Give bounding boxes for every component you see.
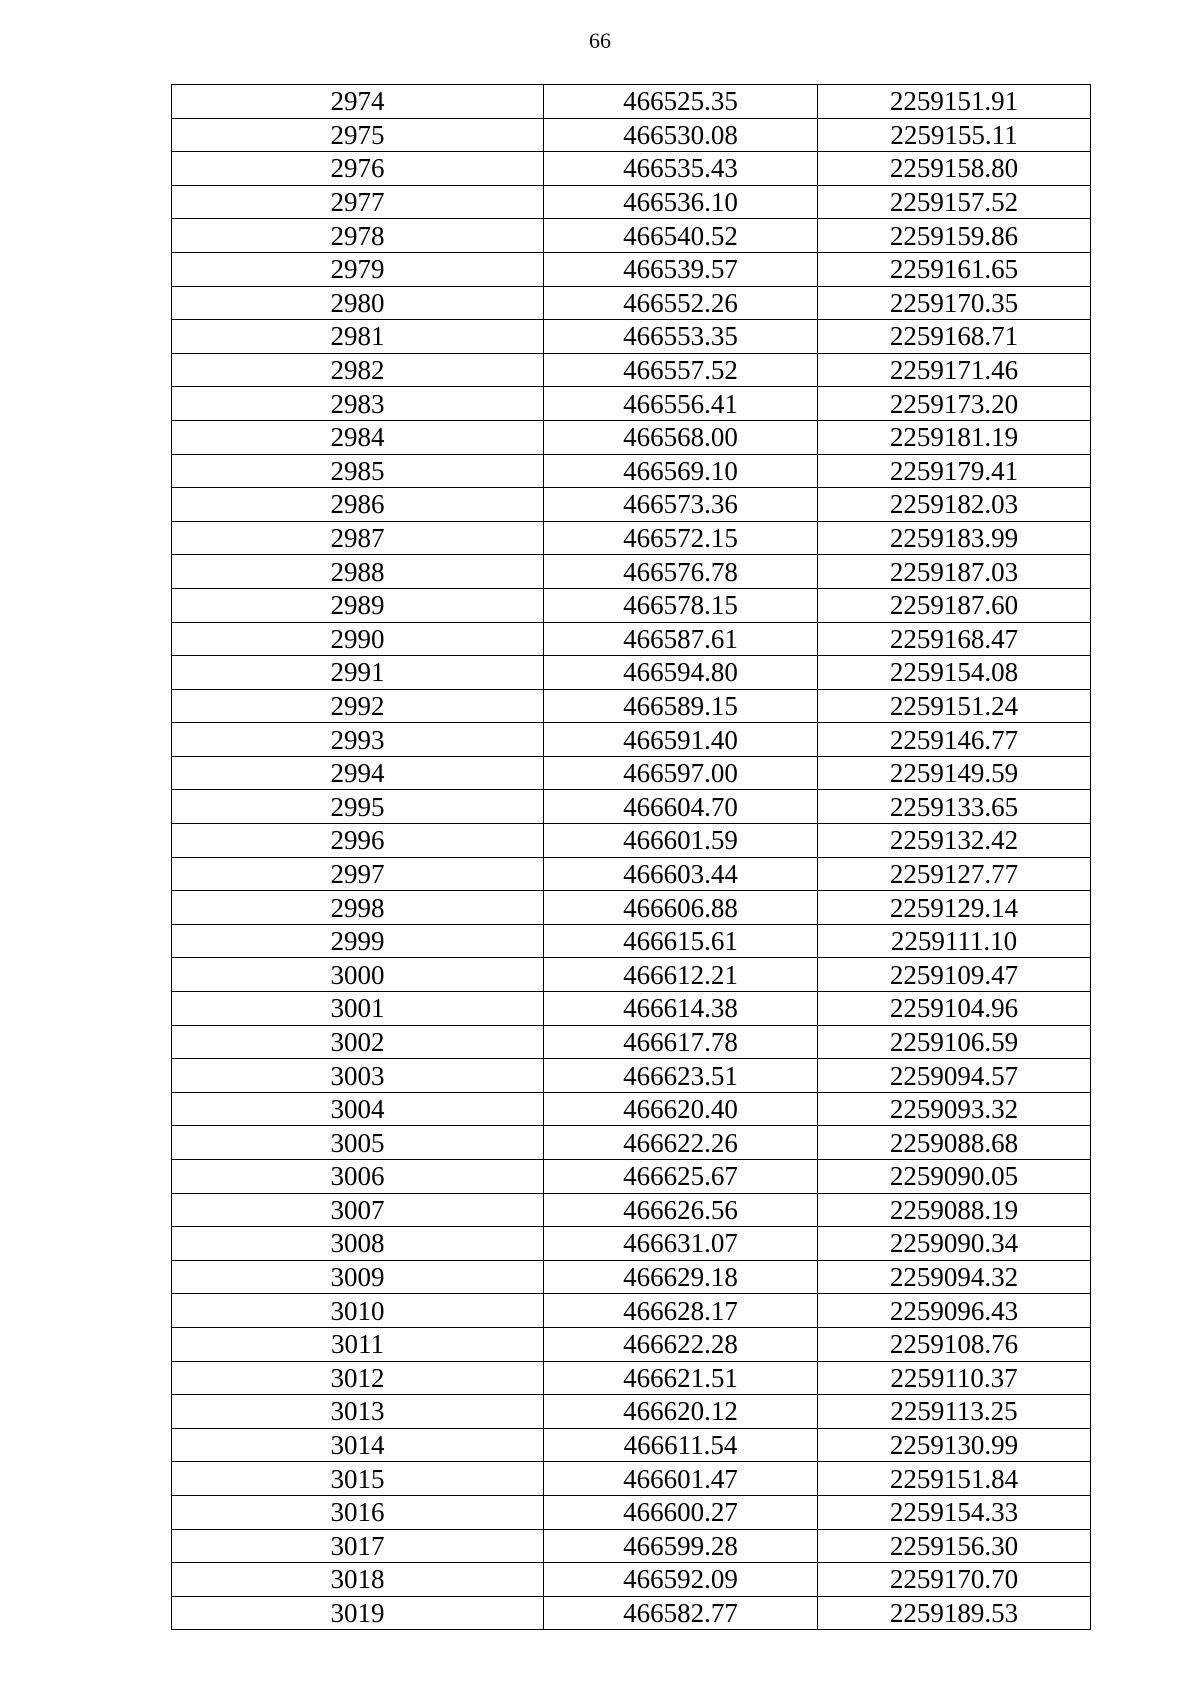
- table-row: [172, 1193, 1091, 1227]
- y-coordinate-cell: 2259183.99: [818, 521, 1091, 555]
- table-row: [172, 1092, 1091, 1126]
- table-row: [172, 286, 1091, 320]
- table-row: [172, 454, 1091, 488]
- x-coordinate-cell: 466576.78: [544, 555, 818, 589]
- y-coordinate-cell: 2259088.19: [818, 1193, 1091, 1227]
- y-coordinate-cell: 2259179.41: [818, 454, 1091, 488]
- table-row: [172, 1395, 1091, 1429]
- y-coordinate-cell: 2259173.20: [818, 387, 1091, 421]
- point-number-cell: 2993: [172, 723, 544, 757]
- y-coordinate-cell: 2259104.96: [818, 992, 1091, 1026]
- point-number-cell: 2974: [172, 85, 544, 119]
- y-coordinate-cell: 2259133.65: [818, 790, 1091, 824]
- x-coordinate-cell: 466622.28: [544, 1327, 818, 1361]
- x-coordinate-cell: 466599.28: [544, 1529, 818, 1563]
- point-number-cell: 2999: [172, 924, 544, 958]
- y-coordinate-cell: 2259090.05: [818, 1160, 1091, 1194]
- point-number-cell: 3019: [172, 1596, 544, 1630]
- table-row: [172, 1294, 1091, 1328]
- x-coordinate-cell: 466572.15: [544, 521, 818, 555]
- point-number-cell: 2984: [172, 420, 544, 454]
- y-coordinate-cell: 2259187.60: [818, 588, 1091, 622]
- table-row: [172, 1227, 1091, 1261]
- point-number-cell: 2988: [172, 555, 544, 589]
- y-coordinate-cell: 2259156.30: [818, 1529, 1091, 1563]
- x-coordinate-cell: 466611.54: [544, 1428, 818, 1462]
- x-coordinate-cell: 466591.40: [544, 723, 818, 757]
- point-number-cell: 3016: [172, 1495, 544, 1529]
- point-number-cell: 3015: [172, 1462, 544, 1496]
- y-coordinate-cell: 2259170.35: [818, 286, 1091, 320]
- point-number-cell: 3001: [172, 992, 544, 1026]
- point-number-cell: 2978: [172, 219, 544, 253]
- table-row: [172, 1260, 1091, 1294]
- x-coordinate-cell: 466614.38: [544, 992, 818, 1026]
- point-number-cell: 3007: [172, 1193, 544, 1227]
- table-row: [172, 992, 1091, 1026]
- table-row: [172, 118, 1091, 152]
- point-number-cell: 2983: [172, 387, 544, 421]
- y-coordinate-cell: 2259168.47: [818, 622, 1091, 656]
- point-number-cell: 3002: [172, 1025, 544, 1059]
- table-row: [172, 588, 1091, 622]
- y-coordinate-cell: 2259154.33: [818, 1495, 1091, 1529]
- point-number-cell: 2989: [172, 588, 544, 622]
- x-coordinate-cell: 466592.09: [544, 1563, 818, 1597]
- point-number-cell: 3010: [172, 1294, 544, 1328]
- y-coordinate-cell: 2259161.65: [818, 252, 1091, 286]
- x-coordinate-cell: 466620.12: [544, 1395, 818, 1429]
- point-number-cell: 3018: [172, 1563, 544, 1597]
- y-coordinate-cell: 2259149.59: [818, 756, 1091, 790]
- x-coordinate-cell: 466536.10: [544, 185, 818, 219]
- y-coordinate-cell: 2259146.77: [818, 723, 1091, 757]
- point-number-cell: 2997: [172, 857, 544, 891]
- point-number-cell: 2980: [172, 286, 544, 320]
- table-row: [172, 1596, 1091, 1630]
- table-row: [172, 891, 1091, 925]
- table-row: [172, 252, 1091, 286]
- point-number-cell: 3009: [172, 1260, 544, 1294]
- x-coordinate-cell: 466623.51: [544, 1059, 818, 1093]
- x-coordinate-cell: 466540.52: [544, 219, 818, 253]
- point-number-cell: 2976: [172, 152, 544, 186]
- y-coordinate-cell: 2259108.76: [818, 1327, 1091, 1361]
- x-coordinate-cell: 466573.36: [544, 488, 818, 522]
- point-number-cell: 3011: [172, 1327, 544, 1361]
- point-number-cell: 2994: [172, 756, 544, 790]
- point-number-cell: 3014: [172, 1428, 544, 1462]
- point-number-cell: 3004: [172, 1092, 544, 1126]
- y-coordinate-cell: 2259182.03: [818, 488, 1091, 522]
- point-number-cell: 3017: [172, 1529, 544, 1563]
- table-row: [172, 320, 1091, 354]
- table-row: [172, 1563, 1091, 1597]
- y-coordinate-cell: 2259113.25: [818, 1395, 1091, 1429]
- table-row: [172, 1160, 1091, 1194]
- table-row: [172, 1025, 1091, 1059]
- point-number-cell: 2977: [172, 185, 544, 219]
- point-number-cell: 2996: [172, 824, 544, 858]
- x-coordinate-cell: 466553.35: [544, 320, 818, 354]
- x-coordinate-cell: 466628.17: [544, 1294, 818, 1328]
- table-row: [172, 353, 1091, 387]
- y-coordinate-cell: 2259111.10: [818, 924, 1091, 958]
- point-number-cell: 3013: [172, 1395, 544, 1429]
- x-coordinate-cell: 466604.70: [544, 790, 818, 824]
- y-coordinate-cell: 2259093.32: [818, 1092, 1091, 1126]
- point-number-cell: 2986: [172, 488, 544, 522]
- x-coordinate-cell: 466625.67: [544, 1160, 818, 1194]
- x-coordinate-cell: 466617.78: [544, 1025, 818, 1059]
- table-row: [172, 622, 1091, 656]
- table-row: [172, 656, 1091, 690]
- y-coordinate-cell: 2259109.47: [818, 958, 1091, 992]
- y-coordinate-cell: 2259088.68: [818, 1126, 1091, 1160]
- table-row: [172, 1059, 1091, 1093]
- x-coordinate-cell: 466552.26: [544, 286, 818, 320]
- y-coordinate-cell: 2259154.08: [818, 656, 1091, 690]
- point-number-cell: 2991: [172, 656, 544, 690]
- x-coordinate-cell: 466530.08: [544, 118, 818, 152]
- table-row: [172, 790, 1091, 824]
- x-coordinate-cell: 466603.44: [544, 857, 818, 891]
- table-row: [172, 689, 1091, 723]
- table-row: [172, 1361, 1091, 1395]
- y-coordinate-cell: 2259127.77: [818, 857, 1091, 891]
- y-coordinate-cell: 2259170.70: [818, 1563, 1091, 1597]
- point-number-cell: 3000: [172, 958, 544, 992]
- point-number-cell: 2985: [172, 454, 544, 488]
- table-row: [172, 958, 1091, 992]
- y-coordinate-cell: 2259151.24: [818, 689, 1091, 723]
- table-row: [172, 152, 1091, 186]
- y-coordinate-cell: 2259151.91: [818, 85, 1091, 119]
- table-row: [172, 756, 1091, 790]
- x-coordinate-cell: 466629.18: [544, 1260, 818, 1294]
- page-number: 66: [589, 28, 611, 53]
- table-row: [172, 85, 1091, 119]
- table-row: [172, 1495, 1091, 1529]
- table-row: [172, 924, 1091, 958]
- table-row: [172, 1529, 1091, 1563]
- point-number-cell: 2981: [172, 320, 544, 354]
- x-coordinate-cell: 466557.52: [544, 353, 818, 387]
- table-row: [172, 1462, 1091, 1496]
- x-coordinate-cell: 466539.57: [544, 252, 818, 286]
- point-number-cell: 2995: [172, 790, 544, 824]
- point-number-cell: 3006: [172, 1160, 544, 1194]
- table-row: [172, 521, 1091, 555]
- point-number-cell: 2987: [172, 521, 544, 555]
- table-row: [172, 723, 1091, 757]
- y-coordinate-cell: 2259187.03: [818, 555, 1091, 589]
- x-coordinate-cell: 466601.59: [544, 824, 818, 858]
- point-number-cell: 3005: [172, 1126, 544, 1160]
- table-row: [172, 1126, 1091, 1160]
- y-coordinate-cell: 2259096.43: [818, 1294, 1091, 1328]
- table-row: [172, 1327, 1091, 1361]
- x-coordinate-cell: 466620.40: [544, 1092, 818, 1126]
- table-row: [172, 1428, 1091, 1462]
- table-row: [172, 488, 1091, 522]
- y-coordinate-cell: 2259171.46: [818, 353, 1091, 387]
- x-coordinate-cell: 466600.27: [544, 1495, 818, 1529]
- table-row: [172, 387, 1091, 421]
- y-coordinate-cell: 2259158.80: [818, 152, 1091, 186]
- x-coordinate-cell: 466621.51: [544, 1361, 818, 1395]
- x-coordinate-cell: 466626.56: [544, 1193, 818, 1227]
- x-coordinate-cell: 466631.07: [544, 1227, 818, 1261]
- point-number-cell: 2992: [172, 689, 544, 723]
- x-coordinate-cell: 466556.41: [544, 387, 818, 421]
- x-coordinate-cell: 466525.35: [544, 85, 818, 119]
- y-coordinate-cell: 2259168.71: [818, 320, 1091, 354]
- y-coordinate-cell: 2259189.53: [818, 1596, 1091, 1630]
- x-coordinate-cell: 466612.21: [544, 958, 818, 992]
- y-coordinate-cell: 2259130.99: [818, 1428, 1091, 1462]
- point-number-cell: 2975: [172, 118, 544, 152]
- y-coordinate-cell: 2259129.14: [818, 891, 1091, 925]
- x-coordinate-cell: 466587.61: [544, 622, 818, 656]
- y-coordinate-cell: 2259181.19: [818, 420, 1091, 454]
- coordinates-table-body: [172, 85, 1091, 1630]
- point-number-cell: 3008: [172, 1227, 544, 1261]
- table-row: [172, 824, 1091, 858]
- point-number-cell: 2979: [172, 252, 544, 286]
- x-coordinate-cell: 466589.15: [544, 689, 818, 723]
- y-coordinate-cell: 2259155.11: [818, 118, 1091, 152]
- y-coordinate-cell: 2259159.86: [818, 219, 1091, 253]
- x-coordinate-cell: 466535.43: [544, 152, 818, 186]
- x-coordinate-cell: 466568.00: [544, 420, 818, 454]
- y-coordinate-cell: 2259106.59: [818, 1025, 1091, 1059]
- y-coordinate-cell: 2259094.57: [818, 1059, 1091, 1093]
- y-coordinate-cell: 2259090.34: [818, 1227, 1091, 1261]
- table-row: [172, 420, 1091, 454]
- y-coordinate-cell: 2259132.42: [818, 824, 1091, 858]
- point-number-cell: 2982: [172, 353, 544, 387]
- point-number-cell: 3012: [172, 1361, 544, 1395]
- point-number-cell: 3003: [172, 1059, 544, 1093]
- x-coordinate-cell: 466597.00: [544, 756, 818, 790]
- x-coordinate-cell: 466601.47: [544, 1462, 818, 1496]
- coordinates-table: [171, 84, 1091, 1630]
- x-coordinate-cell: 466582.77: [544, 1596, 818, 1630]
- y-coordinate-cell: 2259151.84: [818, 1462, 1091, 1496]
- y-coordinate-cell: 2259157.52: [818, 185, 1091, 219]
- y-coordinate-cell: 2259094.32: [818, 1260, 1091, 1294]
- x-coordinate-cell: 466606.88: [544, 891, 818, 925]
- y-coordinate-cell: 2259110.37: [818, 1361, 1091, 1395]
- x-coordinate-cell: 466578.15: [544, 588, 818, 622]
- table-row: [172, 185, 1091, 219]
- x-coordinate-cell: 466615.61: [544, 924, 818, 958]
- x-coordinate-cell: 466594.80: [544, 656, 818, 690]
- table-row: [172, 219, 1091, 253]
- table-row: [172, 857, 1091, 891]
- x-coordinate-cell: 466622.26: [544, 1126, 818, 1160]
- point-number-cell: 2990: [172, 622, 544, 656]
- point-number-cell: 2998: [172, 891, 544, 925]
- table-row: [172, 555, 1091, 589]
- x-coordinate-cell: 466569.10: [544, 454, 818, 488]
